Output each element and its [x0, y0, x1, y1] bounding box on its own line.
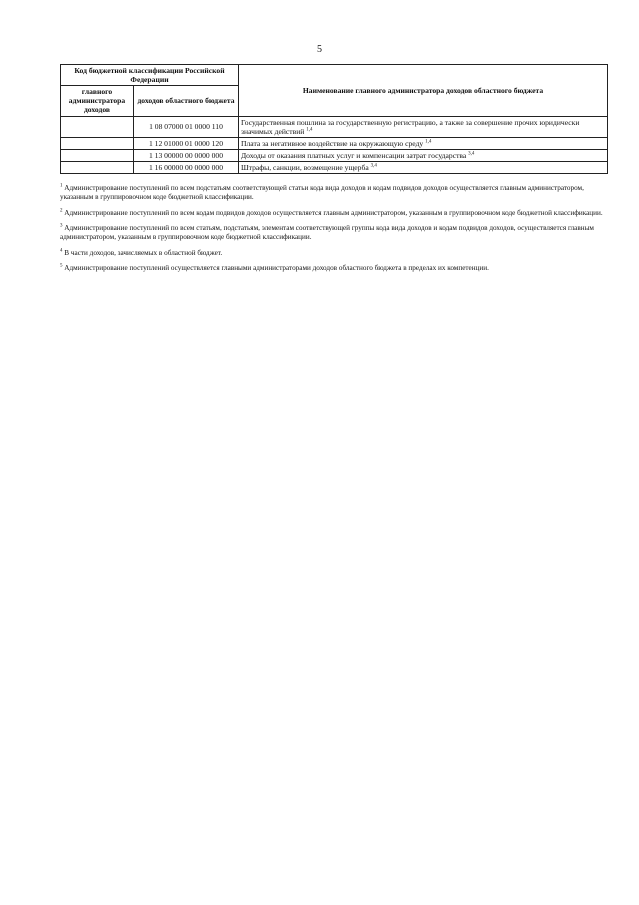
footnote [60, 249, 608, 258]
income-name-cell [239, 149, 608, 161]
footnote-text: Администрирование поступлений по всем статьям, подстатьям, элементам соответствующей группы кода вида доходов и кодам подвидов доходов, осуществляется главным администратором, указанным в группировочном коде бюджетной классификации. [60, 224, 594, 242]
footnote-ref: 3,4 [468, 151, 475, 157]
admin-code-cell [61, 137, 134, 149]
table-row [61, 116, 608, 137]
table-header-row [61, 65, 608, 86]
income-name-text: Доходы от оказания платных услуг и компенсации затрат государства [241, 150, 467, 160]
footnote-text: Администрирование поступлений осуществляется главными администраторами доходов областного бюджета в пределах их компетенции. [64, 264, 489, 273]
footnote-number: 5 [60, 263, 63, 269]
header-admin-code: главного администратора доходов [61, 86, 134, 116]
table-row [61, 149, 608, 161]
income-name-cell [239, 137, 608, 149]
footnote-ref: 3,4 [370, 163, 377, 169]
income-code-cell: 1 16 00000 00 0000 000 [134, 161, 239, 173]
income-name-text: Государственная пошлина за государственную регистрацию, а также за совершение прочих юридически значимых действий [241, 117, 580, 136]
footnote-ref: 1,4 [306, 127, 313, 133]
table-row [61, 137, 608, 149]
income-code-cell: 1 08 07000 01 0000 110 [134, 116, 239, 137]
header-income-code: доходов областного бюджета [134, 86, 239, 116]
income-code-cell: 1 12 01000 01 0000 120 [134, 137, 239, 149]
income-name-text: Плата за негативное воздействие на окружающую среду [241, 138, 424, 148]
footnote [60, 264, 608, 273]
footnote-text: Администрирование поступлений по всем кодам подвидов доходов осуществляется главным администратором, указанным в группировочном коде бюджетной классификации. [64, 208, 603, 217]
income-name-text: Штрафы, санкции, возмещение ущерба [241, 162, 369, 172]
admin-code-cell [61, 149, 134, 161]
admin-code-cell [61, 116, 134, 137]
footnote-text: Администрирование поступлений по всем подстатьям соответствующей статьи кода вида доходов и кодам подвидов доходов осуществляется главным администратором, указанным в группировочном коде бюджетной классификации. [60, 184, 584, 202]
footnote-ref: 1,4 [425, 139, 432, 145]
header-admin-name: Наименование главного администратора доходов областного бюджета [239, 65, 608, 117]
footnotes [60, 184, 608, 280]
footnote [60, 224, 608, 243]
page-number: 5 [317, 44, 322, 55]
footnote-number: 3 [60, 223, 63, 229]
footnote-number: 4 [60, 248, 63, 254]
footnote [60, 184, 608, 203]
income-name-cell [239, 161, 608, 173]
footnote-number: 1 [60, 183, 63, 189]
income-code-cell: 1 13 00000 00 0000 000 [134, 149, 239, 161]
budget-classification-table [60, 64, 608, 174]
income-name-cell [239, 116, 608, 137]
table-row [61, 161, 608, 173]
footnote-number: 2 [60, 208, 63, 214]
header-classification-code: Код бюджетной классификации Российской Федерации [61, 65, 239, 86]
footnote [60, 209, 608, 218]
admin-code-cell [61, 161, 134, 173]
footnote-text: В части доходов, зачисляемых в областной бюджет. [64, 248, 223, 257]
